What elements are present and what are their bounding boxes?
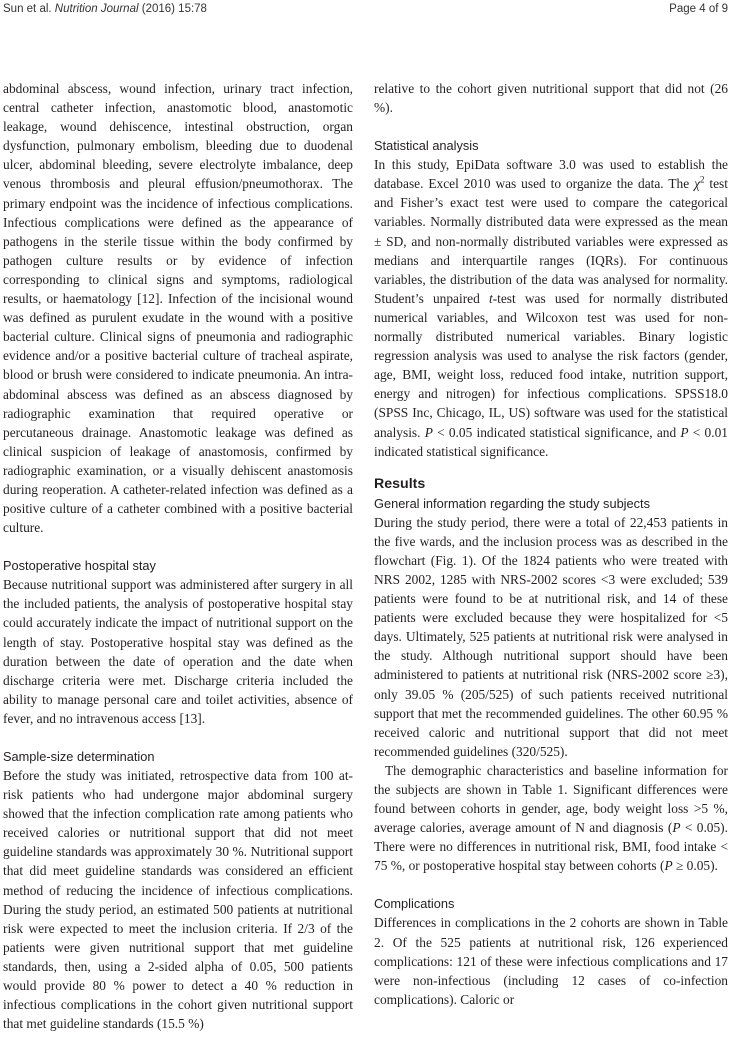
right-column xyxy=(374,79,728,1009)
paragraph-general-information: During the study period, there were a total of 22,453 patients in the five wards, and the inclusion process was as described in the flowchart (Fig. 1). Of the 1824 patients who were treated with NRS 2002, 1285 with NRS-2002 scores <3 were excluded; 539 patients were found to be at nutritional risk, and 14 of these patients were excluded because they were hospitalized for <5 days. Ultimately, 525 patients at nutritional risk were analysed in the study. Although nutritional support should have been administered to patients at nutritional risk (NRS-2002 score ≥3), only 39.05 % (205/525) of such patients received nutritional support that met the recommended guidelines. The other 60.95 % received caloric and nutritional support that did not meet recommended guidelines (320/525). xyxy=(374,514,728,759)
paragraph-postoperative-stay: Because nutritional support was administered after surgery in all the included patients, the analysis of postoperative hospital stay could accurately indicate the impact of nutritional support on the length of stay. Postoperative hospital stay was defined as the duration between the date of operation and the date when discharge criteria were met. Discharge criteria included the ability to manage personal care and toilet activities, absence of fever, and no intravenous access [13]. xyxy=(3,577,353,726)
journal-name: Nutrition Journal xyxy=(54,3,139,15)
running-header xyxy=(3,3,728,21)
heading-statistical-analysis: Statistical analysis xyxy=(374,138,479,154)
paragraph-sample-size: Before the study was initiated, retrospective data from 100 at-risk patients who had undergone major abdominal surgery showed that the infection complication rate among patients who received calories or nutritional support that did not meet guideline standards was approximately 30 %. Nutritional support that did meet guideline standards was considered an efficient method of reducing the incidence of infectious complications. During the study period, an estimated 500 patients at nutritional risk were expected to meet the inclusion criteria. If 2/3 of the patients were given nutritional support that met guideline standards, then, using a 2-sided alpha of 0.05, 500 patients would provide 80 % power to detect a 40 % reduction in infectious complications in the cohort given nutritional support that met guideline standards (15.5 %) xyxy=(3,768,353,1032)
journal-citation xyxy=(3,3,207,15)
heading-general-information: General information regarding the study subjects xyxy=(374,495,650,511)
paragraph-complications: Differences in complications in the 2 cohorts are shown in Table 2. Of the 525 patients at nutritional risk, 126 experienced complications: 121 of these were infectious complications and 17 were non-infectious (including 12 cases of co-infection complications). Caloric or xyxy=(374,915,728,1007)
heading-postoperative-stay: Postoperative hospital stay xyxy=(3,558,156,574)
paragraph-complications-definition: abdominal abscess, wound infection, urinary tract infection, central catheter infection, anastomotic blood, anastomotic leakage, wound dehiscence, intestinal obstruction, organ dysfunction, pulmonary embolism, bleeding due to duodenal ulcer, abdominal bleeding, severe electrolyte imbalance, deep venous thrombosis and pleural effusion/pneumothorax. The primary endpoint was the incidence of infectious complications. Infectious complications were defined as the appearance of pathogens in the sterile tissue within the body confirmed by pathogen culture results or by evidence of infection corresponding to clinical signs and symptoms, radiological results, or haematology [12]. Infection of the incisional wound was defined as purulent exudate in the wound with a positive bacterial culture. Clinical signs of pneumonia and radiographic evidence and/or a positive bacterial culture of tracheal aspirate, blood or brush were considered to indicate pneumonia. An intra-abdominal abscess was defined as an abscess diagnosed by radiographic examination that required operative or percutaneous drainage. Anastomotic leakage was defined as clinical suspicion of leakage of anastomosis, confirmed by radiographic examination, or a visually dehiscent anastomosis during reoperation. A catheter-related infection was defined as a positive culture of a catheter combined with a positive bacterial culture. xyxy=(3,81,353,536)
left-column xyxy=(3,79,353,1033)
paragraph-sample-size-continued: relative to the cohort given nutritional support that did not (26 %). xyxy=(374,81,728,116)
page-number: Page 4 of 9 xyxy=(669,3,728,15)
heading-results: Results xyxy=(374,475,426,492)
paragraph-demographics: The demographic characteristics and baseline information for the subjects are shown in Table 1. Significant differences were found between cohorts in gender, age, body weight loss >5 %, average calories, average amount of N and diagnosis (P < 0.05). There were no differences in nutritional risk, BMI, food intake < 75 %, or postoperative hospital stay between cohorts (P ≥ 0.05). xyxy=(374,762,728,874)
heading-sample-size: Sample-size determination xyxy=(3,749,155,764)
paragraph-statistical-analysis: In this study, EpiData software 3.0 was used to establish the database. Excel 2010 was used to organize the data. The $\chi^2$ test and Fisher’s exact test were used to compare the categorical variables. Normally distributed data were expressed as the mean ± SD, and non-normally distributed variables were expressed as medians and interquartile ranges (IQRs). For continuous variables, the distribution of the data was analysed for normality. Student’s unpaired t-test was used for normally distributed numerical variables, and Wilcoxon test was used for non-normally distributed numerical variables. Binary logistic regression analysis was used to analyse the risk factors (gender, age, BMI, weight loss, reduced food intake, nutrition support, energy and nitrogen) for infectious complications. SPSS18.0 (SPSS Inc, Chicago, IL, US) software was used for the statistical analysis. P < 0.05 indicated statistical significance, and P < 0.01 indicated statistical significance. xyxy=(374,157,728,459)
heading-complications: Complications xyxy=(374,896,455,912)
citation-year-volume: (2016) 15:78 xyxy=(141,3,207,15)
citation-authors: Sun et al. xyxy=(3,3,52,15)
